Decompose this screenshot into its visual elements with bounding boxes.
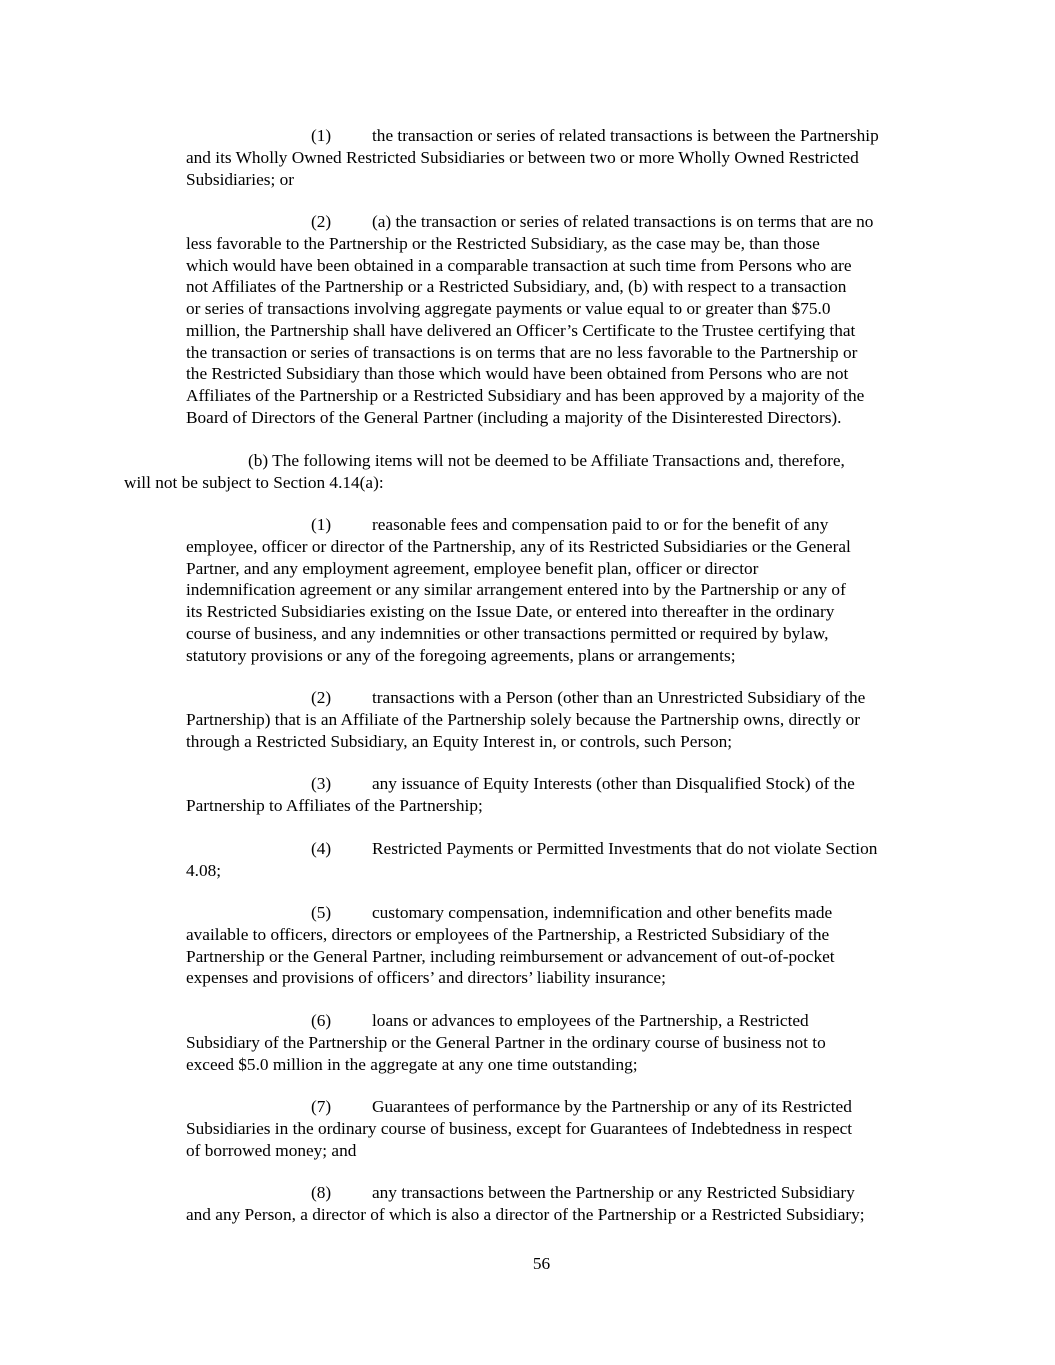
clause-b3 [186, 773, 855, 817]
clause-line: indemnification agreement or any similar arrangement entered into by the Partnership or any of [186, 580, 846, 600]
clause-number: (5) [311, 903, 332, 922]
clause-b4 [186, 838, 877, 882]
clause-line: exceed $5.0 million in the aggregate at any one time outstanding; [186, 1054, 638, 1074]
clause-number: (3) [311, 774, 332, 793]
clause-b7 [186, 1096, 852, 1161]
paragraph-line: will not be subject to Section 4.14(a): [124, 472, 384, 492]
clause-line: employee, officer or director of the Partnership, any of its Restricted Subsidiaries or the General [186, 536, 851, 556]
clause-line: Partnership or the General Partner, including reimbursement or advancement of out-of-pocket [186, 946, 835, 966]
clause-b1 [186, 514, 851, 666]
clause-line: expenses and provisions of officers’ and directors’ liability insurance; [186, 968, 666, 988]
clause-line: (2) (a) the transaction or series of related transactions is on terms that are no [311, 212, 874, 231]
clause-line: (7) Guarantees of performance by the Partnership or any of its Restricted [311, 1097, 852, 1116]
clause-number: (1) [311, 126, 332, 145]
clause-line: Subsidiaries; or [186, 169, 294, 189]
clause-line: of borrowed money; and [186, 1140, 357, 1160]
clause-line: available to officers, directors or employees of the Partnership, a Restricted Subsidiary of the [186, 924, 830, 944]
clause-number: (1) [311, 515, 332, 534]
clause-b2 [186, 687, 865, 752]
clause-line: Partner, and any employment agreement, employee benefit plan, officer or director [186, 558, 759, 578]
paragraph-line: (b) The following items will not be deemed to be Affiliate Transactions and, therefore, [248, 451, 845, 470]
clause-number: (2) [311, 212, 332, 231]
clause-number: (6) [311, 1011, 332, 1030]
clause-number: (2) [311, 688, 332, 707]
clause-line: (6) loans or advances to employees of the Partnership, a Restricted [311, 1011, 809, 1030]
clause-line: and its Wholly Owned Restricted Subsidiaries or between two or more Wholly Owned Restricted [186, 147, 859, 167]
clause-b5 [186, 902, 835, 989]
clause-number: (8) [311, 1183, 332, 1202]
clause-line: 4.08; [186, 860, 222, 880]
clause-line: Subsidiary of the Partnership or the General Partner in the ordinary course of business not to [186, 1032, 826, 1052]
clause-line: the Restricted Subsidiary than those which would have been obtained from Persons who are not [186, 364, 849, 384]
clause-line: (2) transactions with a Person (other than an Unrestricted Subsidiary of the [311, 688, 866, 707]
clause-number: (4) [311, 839, 332, 858]
clause-line: Affiliates of the Partnership or a Restricted Subsidiary and has been approved by a majority of the [186, 386, 865, 405]
clause-line: less favorable to the Partnership or the Restricted Subsidiary, as the case may be, than those [186, 233, 820, 253]
clause-a2 [186, 211, 873, 429]
clause-line: (1) the transaction or series of related transactions is between the Partnership [311, 126, 879, 145]
clause-line: or series of transactions involving aggregate payments or value equal to or greater than $75.0 [186, 299, 831, 318]
clause-line: (4) Restricted Payments or Permitted Investments that do not violate Section [311, 839, 878, 858]
clause-line: (5) customary compensation, indemnification and other benefits made [311, 903, 833, 922]
clause-line: Board of Directors of the General Partner (including a majority of the Disinterested Directors). [186, 407, 842, 427]
clause-number: (7) [311, 1097, 332, 1116]
clause-a1 [186, 125, 879, 190]
clause-line: statutory provisions or any of the foregoing agreements, plans or arrangements; [186, 645, 736, 665]
section-b-intro [124, 450, 845, 494]
clause-line: and any Person, a director of which is also a director of the Partnership or a Restricted Subsidiary; [186, 1204, 865, 1224]
clause-b8 [186, 1182, 865, 1226]
clause-line: not Affiliates of the Partnership or a Restricted Subsidiary, and, (b) with respect to a transaction [186, 277, 847, 297]
clause-line: (1) reasonable fees and compensation paid to or for the benefit of any [311, 515, 829, 534]
page-number: 56 [532, 1254, 551, 1273]
clause-line: the transaction or series of transactions is on terms that are no less favorable to the Partnership or [186, 342, 858, 362]
clause-line: through a Restricted Subsidiary, an Equity Interest in, or controls, such Person; [186, 731, 733, 751]
clause-line: which would have been obtained in a comparable transaction at such time from Persons who are [186, 255, 852, 275]
clause-line: its Restricted Subsidiaries existing on the Issue Date, or entered into thereafter in the ordinary [186, 602, 835, 621]
clause-line: Partnership to Affiliates of the Partnership; [186, 795, 483, 815]
clause-line: million, the Partnership shall have delivered an Officer’s Certificate to the Trustee certifying that [186, 320, 856, 340]
clause-b6 [186, 1010, 826, 1075]
clause-line: (8) any transactions between the Partnership or any Restricted Subsidiary [311, 1183, 855, 1202]
clause-line: course of business, and any indemnities or other transactions permitted or required by bylaw, [186, 623, 829, 643]
clause-line: (3) any issuance of Equity Interests (other than Disqualified Stock) of the [311, 774, 855, 793]
clause-line: Partnership) that is an Affiliate of the Partnership solely because the Partnership owns, directly or [186, 709, 860, 729]
clause-line: Subsidiaries in the ordinary course of business, except for Guarantees of Indebtedness in respect [186, 1118, 853, 1138]
